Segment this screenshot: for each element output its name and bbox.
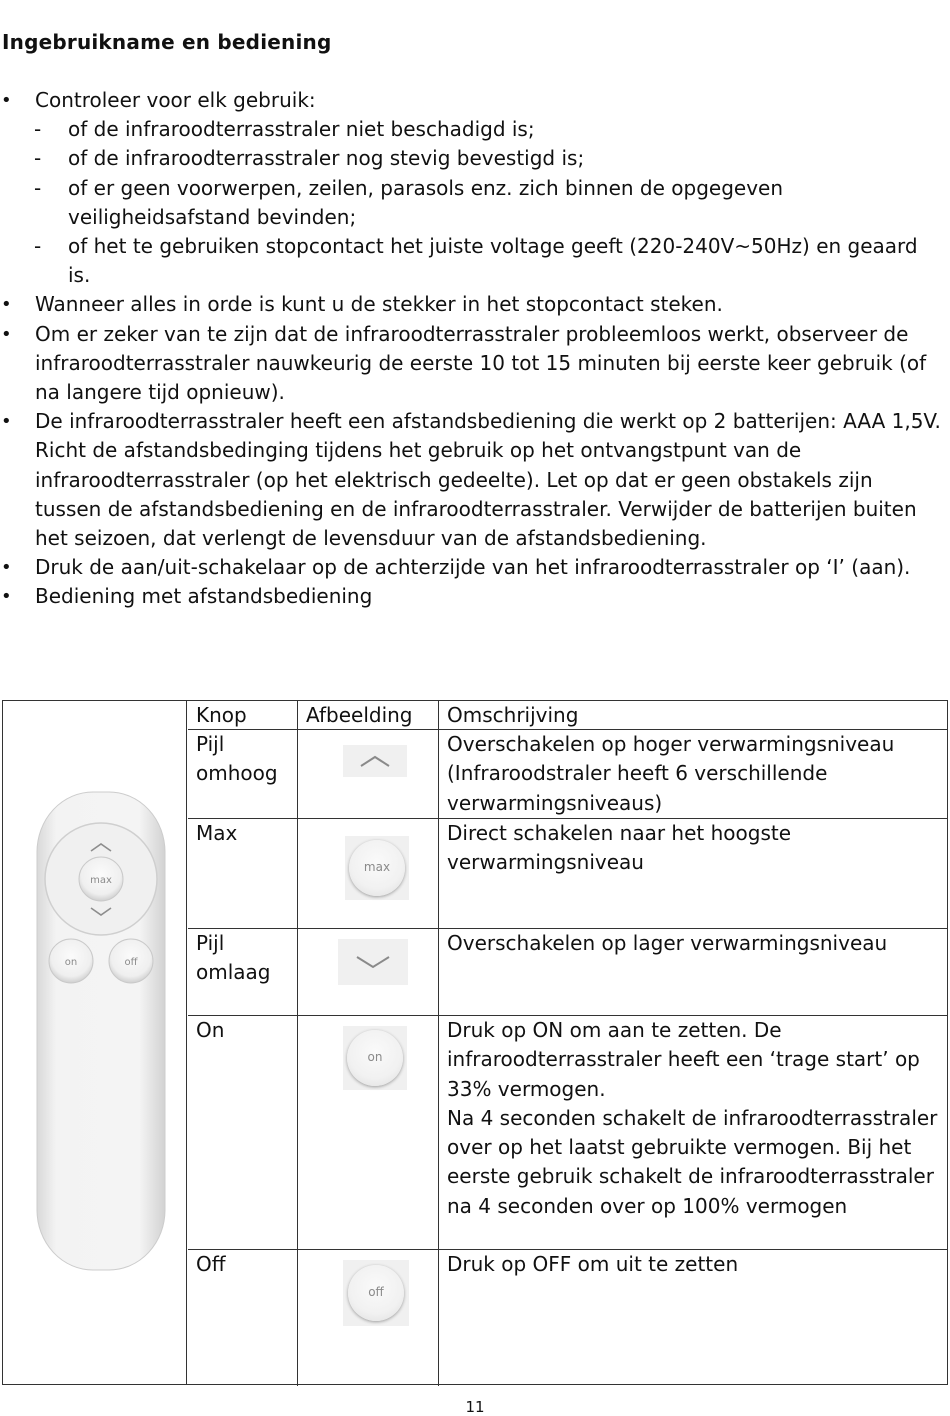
omschrijving-cell: Druk op OFF om uit te zetten	[447, 1252, 739, 1276]
knop-cell: Pijl omlaag	[188, 929, 298, 1015]
page-title: Ingebruikname en bediening	[2, 30, 332, 54]
header-afbeelding: Afbeelding	[298, 701, 439, 729]
dash-icon: -	[34, 117, 42, 142]
sub-list-item-text: of de infraroodterrasstraler niet beschadigd is;	[68, 117, 535, 142]
list-item-text: Controleer voor elk gebruik:	[35, 88, 316, 112]
arrow-up-button-image	[343, 745, 407, 777]
table-row	[188, 1250, 947, 1386]
sub-list-item-text: of er geen voorwerpen, zeilen, parasols enz. zich binnen de opgegeven veiligheidsafstand bevinden;	[68, 175, 784, 229]
arrow-down-button-image	[338, 939, 408, 985]
list-item-text: Bediening met afstandsbediening	[35, 584, 373, 609]
remote-off-label: off	[124, 957, 138, 968]
header-knop: Knop	[188, 701, 298, 729]
bullet-icon: •	[1, 557, 12, 579]
dash-icon: -	[34, 146, 42, 171]
on-button-image	[343, 1026, 407, 1090]
list-item-text: Druk de aan/uit-schakelaar op de achterzijde van het infraroodterrasstraler op ‘I’ (aan).	[35, 555, 911, 580]
omschrijving-cell	[439, 1016, 947, 1249]
remote-control-icon	[3, 701, 187, 1386]
afbeelding-cell	[298, 819, 439, 928]
list-item	[0, 86, 945, 115]
list-item	[0, 407, 945, 553]
table-row	[188, 1016, 947, 1250]
omschrijving-text: Druk op ON om aan te zetten. De infraroodterrasstraler heeft een ‘trage start’ op 33% vermogen.	[447, 1018, 920, 1101]
afbeelding-cell	[298, 1250, 439, 1386]
omschrijving-cell: Overschakelen op hoger verwarmingsniveau (Infraroodstraler heeft 6 verschillende verwarmingsniveaus)	[447, 732, 895, 815]
omschrijving-cell: Direct schakelen naar het hoogste verwarmingsniveau	[447, 821, 792, 875]
sub-list-item-text: of de infraroodterrasstraler nog stevig bevestigd is;	[68, 146, 585, 171]
afbeelding-cell	[298, 1016, 439, 1249]
table-header-row	[188, 701, 947, 730]
bullet-icon: •	[1, 323, 12, 345]
dash-icon: -	[34, 234, 42, 259]
remote-control-table	[2, 700, 948, 1385]
knop-cell: Max	[188, 819, 298, 928]
list-item	[0, 582, 945, 611]
bullet-icon: •	[1, 586, 12, 608]
on-icon: on	[347, 1030, 403, 1086]
omschrijving-cell: Overschakelen op lager verwarmingsniveau	[447, 931, 888, 955]
header-omschrijving: Omschrijving	[447, 703, 579, 727]
omschrijving-text-extra: Na 4 seconden schakelt de infraroodterrasstraler over op het laatst gebruikte vermogen. Bij het eerste gebruik schakelt de infraroodterrasstraler na 4 seconden over op 100% vermogen	[447, 1105, 938, 1218]
sub-list-item-text: of het te gebruiken stopcontact het juiste voltage geeft (220-240V~50Hz) en geaard is.	[68, 234, 918, 288]
remote-on-label: on	[64, 957, 78, 968]
sub-list-item	[0, 232, 945, 290]
off-button-image	[343, 1260, 409, 1326]
list-item-text: Wanneer alles in orde is kunt u de stekker in het stopcontact steken.	[35, 292, 723, 317]
max-icon: max	[349, 840, 405, 896]
list-item-text: Om er zeker van te zijn dat de infraroodterrasstraler probleemloos werkt, observeer de infraroodterrasstraler nauwkeurig de eerste 10 tot 15 minuten bij eerste keer gebruik (of na langere tijd opnieuw).	[35, 321, 927, 405]
max-button-image	[345, 836, 409, 900]
off-icon: off	[348, 1265, 404, 1321]
afbeelding-cell	[298, 929, 439, 1015]
instruction-list	[0, 86, 945, 612]
sub-list-item	[0, 174, 945, 232]
table-grid	[188, 701, 947, 1384]
page-number: 11	[465, 1398, 485, 1416]
list-item	[0, 290, 945, 319]
dash-icon: -	[34, 175, 42, 200]
table-row	[188, 929, 947, 1016]
afbeelding-cell	[298, 730, 439, 818]
sub-list-item	[0, 115, 945, 144]
knop-cell: Pijl omhoog	[188, 730, 298, 818]
knop-cell: Off	[188, 1250, 298, 1386]
list-item	[0, 553, 945, 582]
bullet-icon: •	[1, 90, 12, 111]
knop-cell: On	[188, 1016, 298, 1249]
sub-list-item	[0, 144, 945, 173]
list-item	[0, 320, 945, 408]
table-row	[188, 730, 947, 819]
table-row	[188, 819, 947, 929]
bullet-icon: •	[1, 294, 12, 316]
chevron-up-icon	[355, 753, 395, 769]
bullet-icon: •	[1, 411, 12, 433]
chevron-down-icon	[351, 953, 395, 971]
remote-max-label: max	[90, 875, 112, 886]
list-item-text: De infraroodterrasstraler heeft een afstandsbediening die werkt op 2 batterijen: AAA 1,5V. Richt de afstandsbedinging tijdens het gebruik op het ontvangstpunt van de infraroodterrasstraler (op het elektrisch gedeelte). Let op dat er geen obstakels zijn tussen de afstandsbediening en de infraroodterrasstraler. Verwijder de batterijen buiten het seizoen, dat verlengt de levensduur van de afstandsbediening.	[35, 409, 941, 551]
remote-image-cell	[3, 701, 187, 1384]
